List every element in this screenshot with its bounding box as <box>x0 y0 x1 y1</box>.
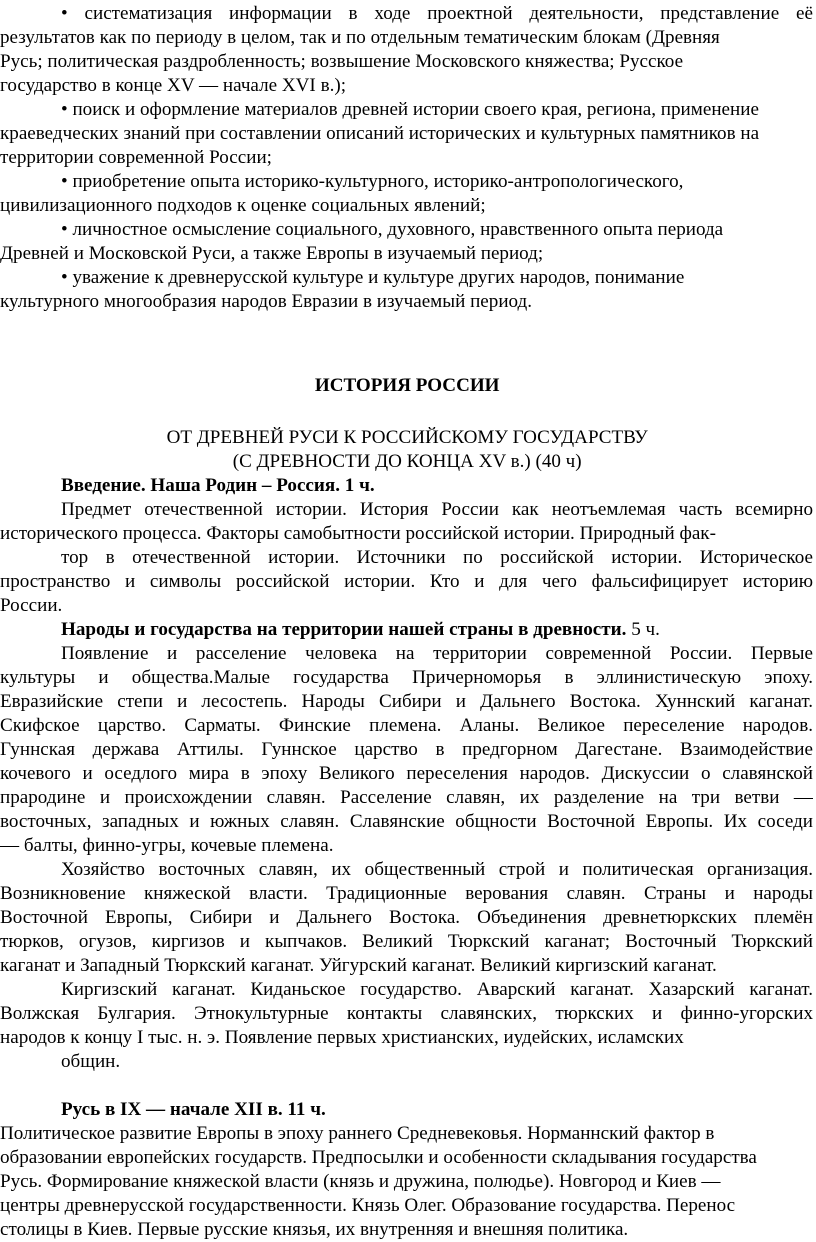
section-heading: Введение. Наша Родин – Россия. 1 ч. <box>61 475 375 496</box>
text-line: Скифское царство. Сарматы. Финские племена. Аланы. Великое переселение народов. <box>0 715 813 736</box>
text-line: Волжская Булгария. Этнокультурные контакты славянских, тюркских и финно-угорских <box>0 1003 813 1024</box>
course-subtitle: (С ДРЕВНОСТИ ДО КОНЦА XV в.) (40 ч) <box>232 451 582 472</box>
bullet-line: • поиск и оформление материалов древней истории своего края, региона, применение <box>61 99 759 120</box>
text-line: общин. <box>61 1051 121 1072</box>
text-line: тор в отечественной истории. Источники по российской истории. Историческое <box>61 547 813 568</box>
text-line: восточных, западных и южных славян. Славянские общности Восточной Европы. Их соседи <box>0 811 813 832</box>
text-line: центры древнерусской государственности. Князь Олег. Образование государства. Перенос <box>0 1195 736 1216</box>
text-line: кочевого и оседлого мира в эпоху Великого переселения народов. Дискуссии о славянской <box>0 763 813 784</box>
text-line: Восточной Европы, Сибири и Дальнего Востока. Объединения древнетюркских племён <box>0 907 813 928</box>
text-line: Возникновение княжеской власти. Традиционные верования славян. Страны и народы <box>0 883 813 904</box>
bullet-line: территории современной России; <box>0 147 272 168</box>
text-line: каганат и Западный Тюркский каганат. Уйгурский каганат. Великий киргизский каганат. <box>0 955 717 976</box>
text-line: Появление и расселение человека на территории современной России. Первые <box>61 643 813 664</box>
section-heading: Русь в IX — начале XII в. 11 ч. <box>61 1099 326 1120</box>
bullet-line: Древней и Московской Руси, а также Европы в изучаемый период; <box>0 243 544 264</box>
text-line: России. <box>0 595 63 616</box>
course-subtitle: ОТ ДРЕВНЕЙ РУСИ К РОССИЙСКОМУ ГОСУДАРСТВУ <box>166 427 648 448</box>
text-line: столицы в Киев. Первые русские князья, их внутренняя и внешняя политика. <box>0 1219 629 1240</box>
bullet-line: цивилизационного подходов к оценке социальных явлений; <box>0 195 486 216</box>
bullet-line: краеведческих знаний при составлении описаний исторических и культурных памятников на <box>0 123 760 144</box>
text-line: Киргизский каганат. Киданьское государство. Аварский каганат. Хазарский каганат. <box>61 979 813 1000</box>
bullet-line: государство в конце XV — начале XVI в.); <box>0 75 347 96</box>
bullet-line: Русь; политическая раздробленность; возвышение Московского княжества; Русское <box>0 51 684 72</box>
text-line: образовании европейских государств. Предпосылки и особенности складывания государства <box>0 1147 757 1168</box>
bullet-line: • личностное осмысление социального, духовного, нравственного опыта периода <box>61 219 724 240</box>
bullet-line: • систематизация информации в ходе проектной деятельности, представление её <box>61 3 813 24</box>
text-line: прародине и происхождении славян. Расселение славян, их разделение на три ветви — <box>0 787 813 808</box>
text-line: Русь. Формирование княжеской власти (князь и дружина, полюдье). Новгород и Киев — <box>0 1171 721 1192</box>
text-line: народов к концу I тыс. н. э. Появление первых христианских, иудейских, исламских <box>0 1027 684 1048</box>
bullet-line: результатов как по периоду в целом, так и по отдельным тематическим блокам (Древняя <box>0 27 720 48</box>
text-line: Предмет отечественной истории. История России как неотъемлемая часть всемирно <box>61 499 813 520</box>
course-title: ИСТОРИЯ РОССИИ <box>314 375 500 396</box>
text-line: Политическое развитие Европы в эпоху раннего Средневековья. Норманнский фактор в <box>0 1123 715 1144</box>
bullet-line: • приобретение опыта историко-культурного, историко-антропологического, <box>61 171 684 192</box>
text-line: Гуннская держава Аттилы. Гуннское царство в предгорном Дагестане. Взаимодействие <box>0 739 813 760</box>
section-heading-hours: 5 ч. <box>626 619 660 640</box>
text-line: культуры и общества.Малые государства Причерноморья в эллинистическую эпоху. <box>0 667 813 688</box>
bullet-line: • уважение к древнерусской культуре и культуре других народов, понимание <box>61 267 685 288</box>
text-line: исторического процесса. Факторы самобытности российской истории. Природный фак- <box>0 523 716 544</box>
text-line: тюрков, огузов, киргизов и кыпчаков. Великий Тюркский каганат; Восточный Тюркский <box>0 931 813 952</box>
section-heading-bold: Народы и государства на территории нашей страны в древности. <box>61 619 627 640</box>
section-heading <box>61 618 660 642</box>
text-line: пространство и символы российской истории. Кто и для чего фальсифицирует историю <box>0 571 813 592</box>
text-line: Евразийские степи и лесостепь. Народы Сибири и Дальнего Востока. Хуннский каганат. <box>0 691 813 712</box>
bullet-line: культурного многообразия народов Евразии в изучаемый период. <box>0 291 533 312</box>
text-line: — балты, финно-угры, кочевые племена. <box>0 835 334 856</box>
text-line: Хозяйство восточных славян, их общественный строй и политическая организация. <box>61 859 813 880</box>
